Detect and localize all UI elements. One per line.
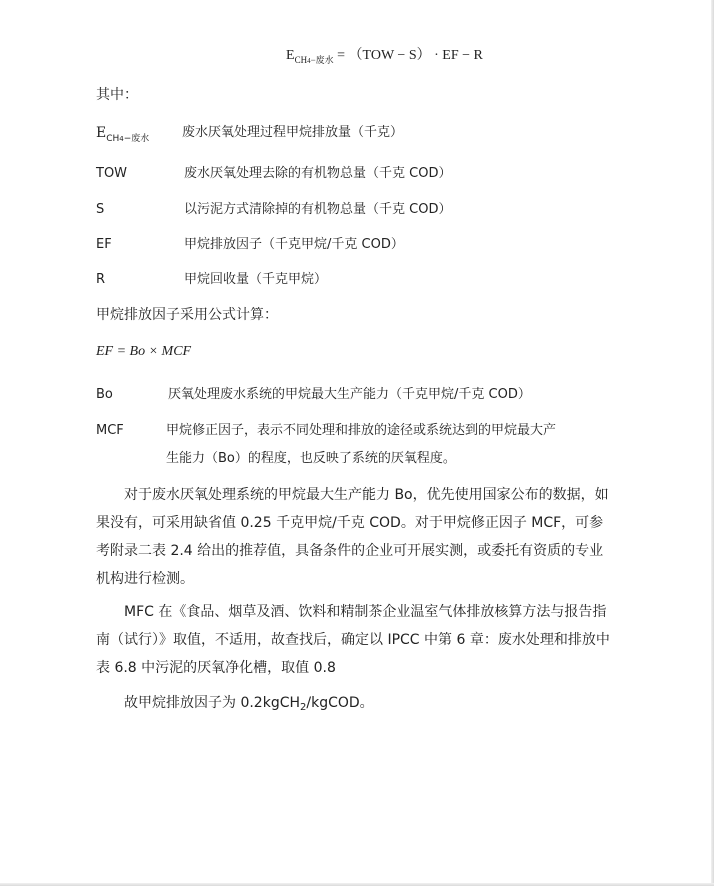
definition-symbol-ef: EF [96, 237, 112, 252]
definition-symbol-bo: Bo [96, 387, 113, 402]
definition-symbol-r: R [96, 272, 106, 287]
paragraph-mcf-source: MFC 在《食品、烟草及酒、饮料和精制茶企业温室气体排放核算方法与报告指南（试行）》取值，不适用，故查找后，确定以 IPCC 中第 6 章：废水处理和排放中表 6.8 中污泥的厌氧净化槽，取值 0.8 [96, 604, 610, 676]
definition-symbol-tow: TOW [96, 166, 128, 181]
formula-e: E [286, 48, 295, 63]
definition-desc-mcf-line2: 生能力（Bo）的程度，也反映了系统的厌氧程度。 [166, 451, 456, 466]
definition-symbol-mcf: MCF [96, 423, 124, 438]
paragraph-bo-default: 对于废水厌氧处理系统的甲烷最大生产能力 Bo，优先使用国家公布的数据，如果没有，可采用缺省值 0.25 千克甲烷/千克 COD。对于甲烷修正因子 MCF，可参考附录二表 2.4 给出的推荐值，具备条件的企业可开展实测，或委托有资质的专业机构进行检测。 [96, 487, 609, 587]
ef-intro-text: 甲烷排放因子采用公式计算： [96, 307, 278, 323]
definition-desc-r: 甲烷回收量（千克甲烷） [184, 272, 328, 287]
definition-desc-e-ch4: 废水厌氧处理过程甲烷排放量（千克） [182, 125, 404, 140]
formula-rhs: = （TOW − S） · EF − R [337, 48, 483, 63]
definition-symbol-s: S [96, 202, 105, 217]
definition-desc-bo: 厌氧处理废水系统的甲烷最大生产能力（千克甲烷/千克 COD） [168, 387, 531, 402]
definition-desc-ef: 甲烷排放因子（千克甲烷/千克 COD） [184, 237, 404, 252]
definition-symbol-e-ch4: $E_{CH4-废水}$ [96, 125, 150, 144]
paragraph-ef-result: 故甲烷排放因子为 0.2kgCH$_2$/kgCOD。 [124, 695, 374, 713]
definition-desc-tow: 废水厌氧处理去除的有机物总量（千克 COD） [184, 166, 452, 181]
formula-ch4-emission [286, 44, 483, 64]
formula-e-subscript: CH4−废水 [294, 55, 334, 65]
definition-desc-mcf-line1: 甲烷修正因子，表示不同处理和排放的途径或系统达到的甲烷最大产 [166, 423, 557, 438]
formula-ef: EF = Bo × MCF [96, 344, 192, 359]
among-label: 其中： [96, 87, 138, 103]
definition-desc-s: 以污泥方式清除掉的有机物总量（千克 COD） [184, 202, 452, 217]
